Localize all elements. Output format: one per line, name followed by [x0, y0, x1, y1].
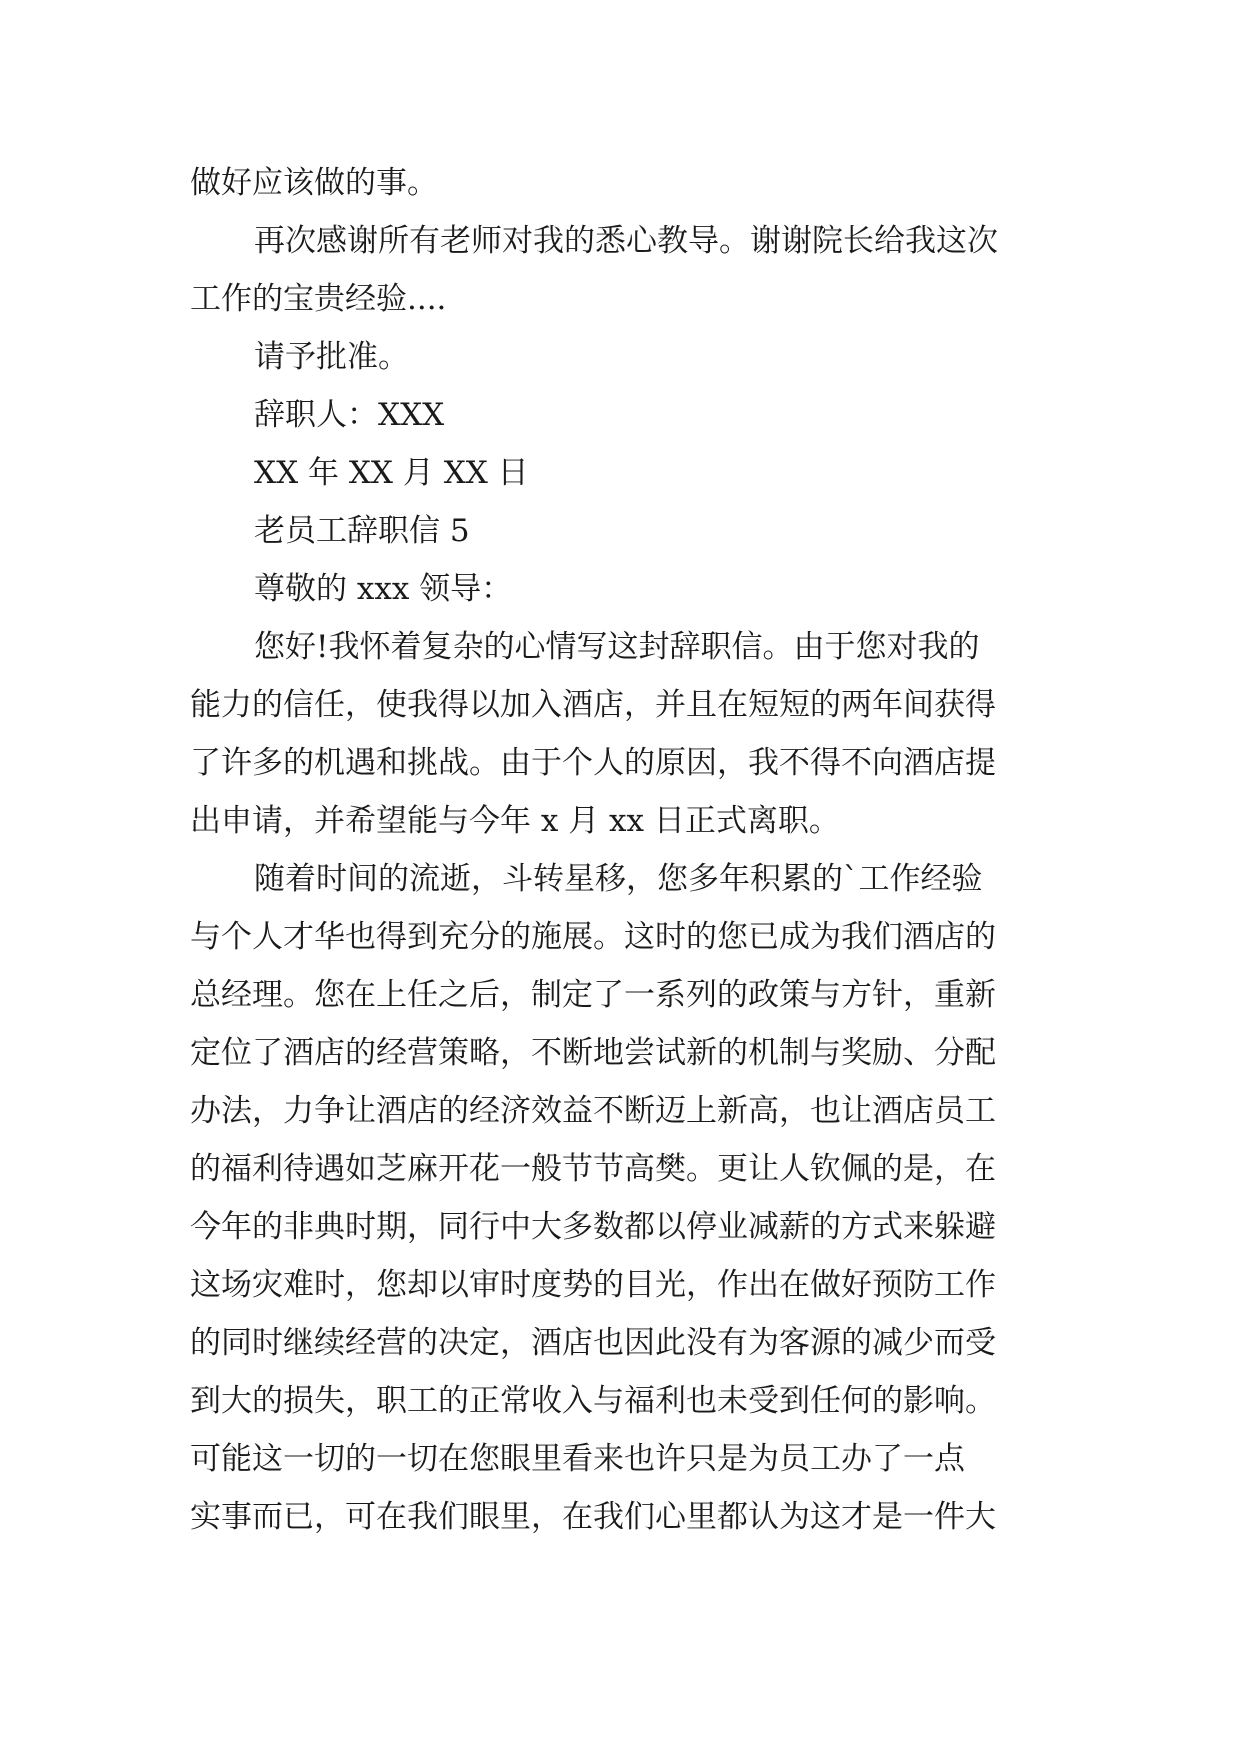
text-line: 到大的损失，职工的正常收入与福利也未受到任何的影响。 [190, 1383, 996, 1419]
text-line: 可能这一切的一切在您眼里看来也许只是为员工办了一点 [190, 1441, 965, 1477]
text-line: 与个人才华也得到充分的施展。这时的您已成为我们酒店的 [190, 919, 996, 955]
letter-body [190, 154, 1070, 1546]
text-line: 请予批准。 [254, 339, 409, 375]
text-line: 今年的非典时期，同行中大多数都以停业减薪的方式来躲避 [190, 1209, 996, 1245]
text-line: 再次感谢所有老师对我的悉心教导。谢谢院长给我这次 [254, 223, 998, 259]
text-line: 您好!我怀着复杂的心情写这封辞职信。由于您对我的 [254, 629, 980, 665]
letter-title: 老员工辞职信 5 [254, 513, 470, 549]
text-line: 随着时间的流逝，斗转星移，您多年积累的`工作经验 [254, 861, 983, 897]
text-line: 工作的宝贵经验.... [190, 281, 447, 317]
text-line: 了许多的机遇和挑战。由于个人的原因，我不得不向酒店提 [190, 745, 996, 781]
text-line: 总经理。您在上任之后，制定了一系列的政策与方针，重新 [190, 977, 996, 1013]
text-line: 这场灾难时，您却以审时度势的目光，作出在做好预防工作 [190, 1267, 996, 1303]
text-line: 出申请，并希望能与今年 x 月 xx 日正式离职。 [190, 803, 840, 839]
salutation: 尊敬的 xxx 领导： [254, 571, 513, 607]
text-line: 办法，力争让酒店的经济效益不断迈上新高，也让酒店员工 [190, 1093, 996, 1129]
resigner-line: 辞职人：XXX [254, 397, 445, 433]
text-line: 实事而已，可在我们眼里，在我们心里都认为这才是一件大 [190, 1499, 996, 1535]
text-line: 做好应该做的事。 [190, 165, 438, 201]
date-line: XX 年 XX 月 XX 日 [254, 455, 529, 491]
text-line: 的同时继续经营的决定，酒店也因此没有为客源的减少而受 [190, 1325, 996, 1361]
text-line: 的福利待遇如芝麻开花一般节节高樊。更让人钦佩的是，在 [190, 1151, 996, 1187]
text-line: 定位了酒店的经营策略，不断地尝试新的机制与奖励、分配 [190, 1035, 996, 1071]
text-line: 能力的信任，使我得以加入酒店，并且在短短的两年间获得 [190, 687, 996, 723]
